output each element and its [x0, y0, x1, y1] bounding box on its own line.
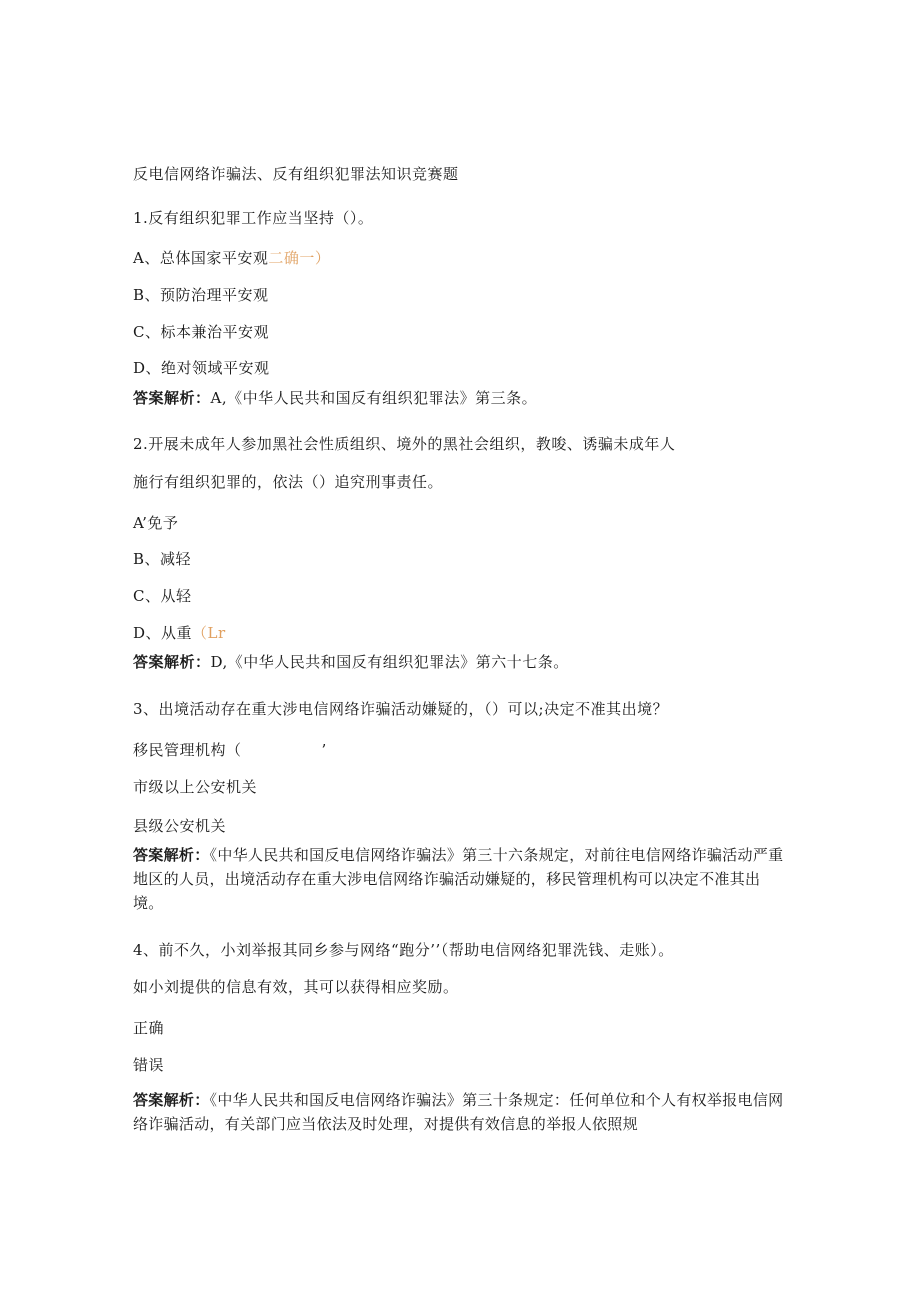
q1-option-a-text: A、总体国家平安观: [133, 249, 269, 267]
q3-option-2: 市级以上公安机关: [133, 778, 258, 796]
q2-option-c: C、从轻: [133, 587, 192, 605]
q1-option-a-mark: 二确一）: [268, 249, 331, 267]
question-1: 1.反有组织犯罪工作应当坚持（）。: [133, 209, 374, 227]
q4-option-1: 正确: [133, 1019, 165, 1037]
q2-option-d-mark: （Lr: [192, 624, 226, 642]
q2-option-d-text: D、从重: [133, 624, 193, 642]
q2-answer-text: D,《中华人民共和国反有组织犯罪法》第六十七条。: [210, 653, 569, 671]
question-4-line-2: 如小刘提供的信息有效，其可以获得相应奖励。: [133, 978, 459, 996]
q2-option-b: B、减轻: [133, 550, 192, 568]
q3-answer: [133, 843, 785, 915]
answer-label: 答案解析：: [133, 389, 211, 407]
question-2-line-1: 2.开展未成年人参加黑社会性质组织、境外的黑社会组织，教唆、诱骗未成年人: [133, 435, 676, 453]
q3-option-1: [133, 739, 327, 761]
q1-option-a: [133, 247, 330, 269]
answer-label: 答案解析：: [133, 1091, 210, 1109]
q2-answer: [133, 651, 569, 673]
question-2-line-2: 施行有组织犯罪的，依法（）追究刑事责任。: [133, 473, 444, 491]
q2-option-d: [133, 622, 226, 644]
document-title: 反电信网络诈骗法、反有组织犯罪法知识竞赛题: [133, 165, 459, 183]
q3-answer-text: 《中华人民共和国反电信网络诈骗法》第三十六条规定，对前往电信网络诈骗活动严重地区的人员，出境活动存在重大涉电信网络诈骗活动嫌疑的，移民管理机构可以决定不准其出境。: [133, 846, 784, 912]
q1-answer: [133, 387, 537, 409]
q1-option-b: B、预防治理平安观: [133, 286, 269, 304]
answer-label: 答案解析：: [133, 846, 210, 864]
question-4-line-1: 4、前不久，小刘举报其同乡参与网络“跑分’’（帮助电信网络犯罪洗钱、走账）。: [133, 941, 674, 959]
q4-answer: [133, 1088, 785, 1136]
q1-option-d: D、绝对领域平安观: [133, 359, 270, 377]
q1-answer-text: A,《中华人民共和国反有组织犯罪法》第三条。: [210, 389, 538, 407]
question-3: 3、出境活动存在重大涉电信网络诈骗活动嫌疑的，（）可以;决定不准其出境？: [133, 700, 669, 718]
answer-label: 答案解析：: [133, 653, 211, 671]
q1-option-c: C、标本兼治平安观: [133, 323, 269, 341]
q4-option-2: 错误: [133, 1056, 165, 1074]
q4-answer-text: 《中华人民共和国反电信网络诈骗法》第三十条规定：任何单位和个人有权举报电信网络诈骗活动，有关部门应当依法及时处理，对提供有效信息的举报人依照规: [133, 1091, 784, 1133]
q3-option-3: 县级公安机关: [133, 817, 227, 835]
q2-option-a: A’免予: [133, 514, 179, 532]
q3-option-1-text: 移民管理机构（: [133, 741, 242, 759]
q3-option-1-mark: ’: [321, 741, 327, 759]
